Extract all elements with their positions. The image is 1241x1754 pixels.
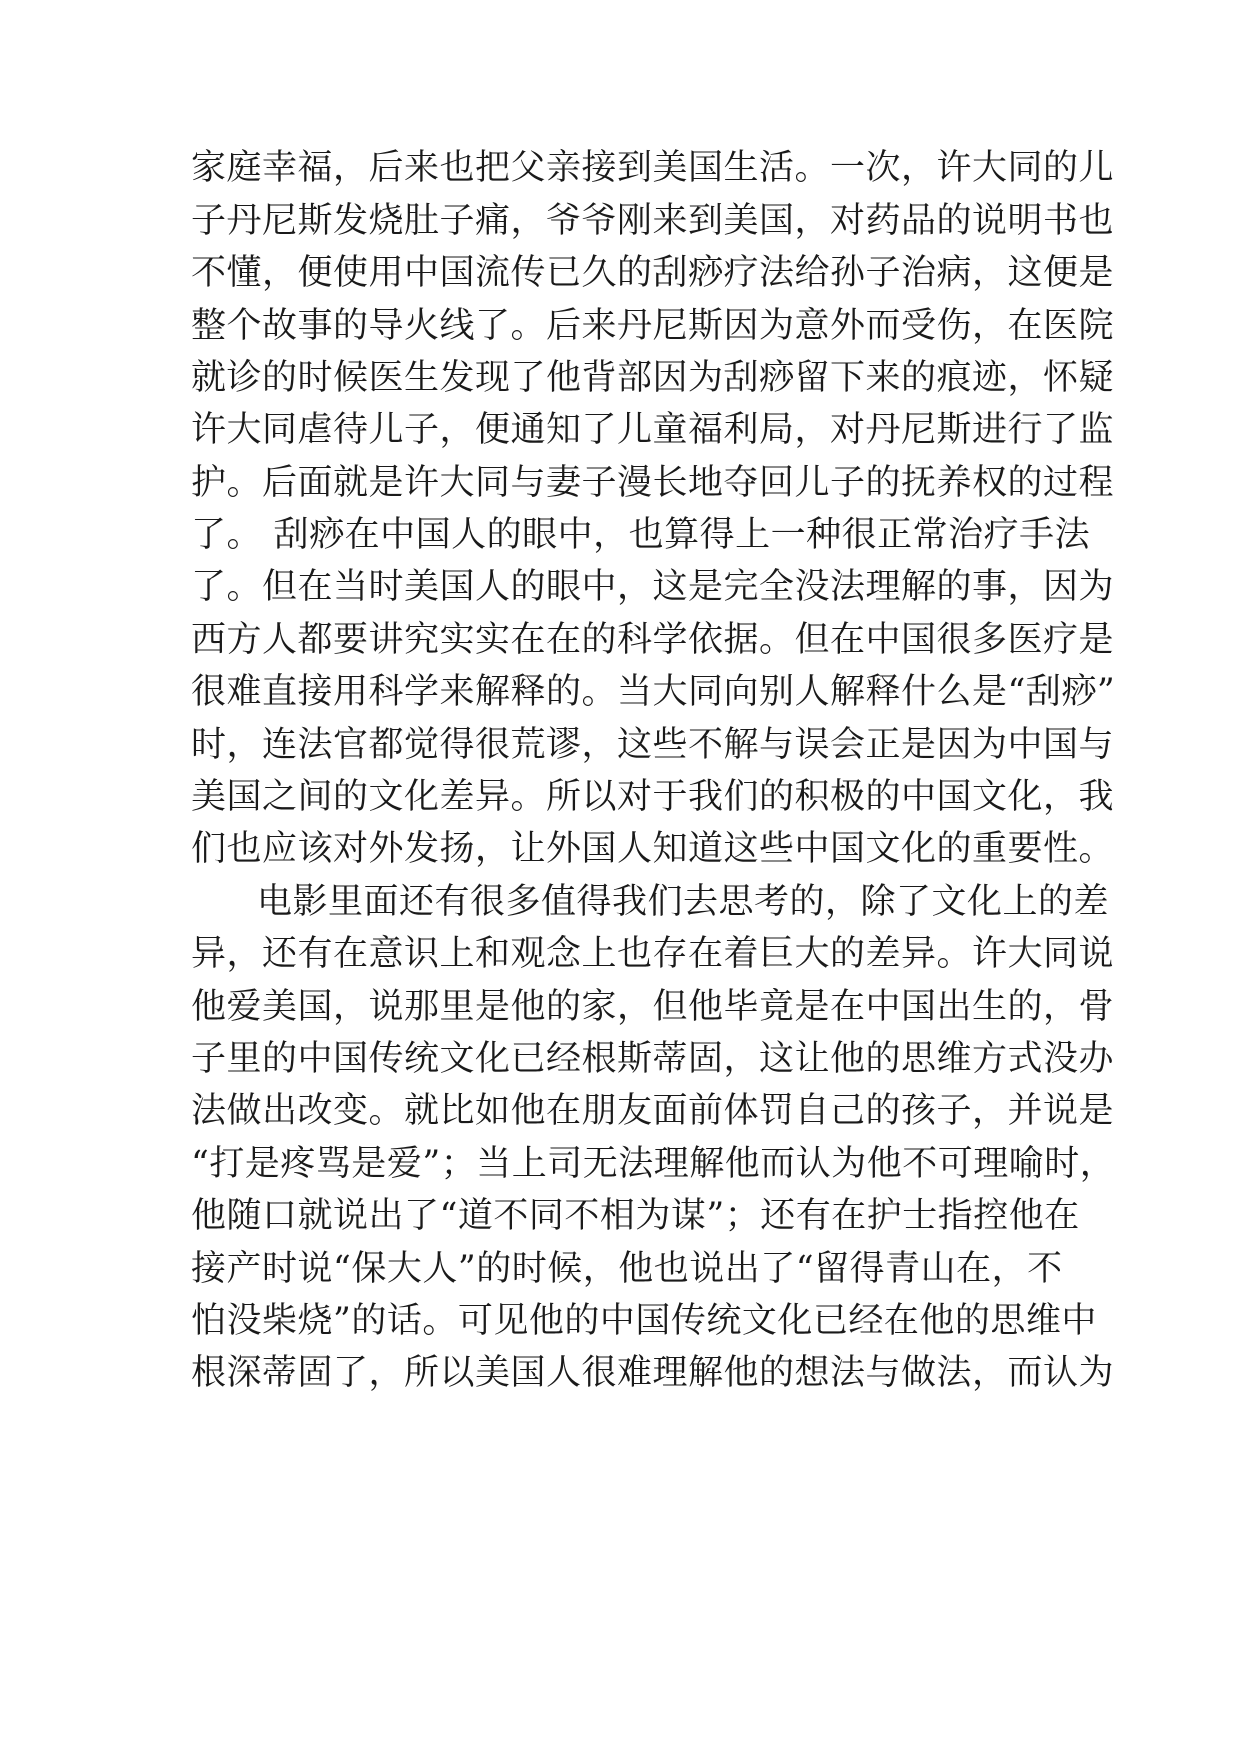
text-line: 们也应该对外发扬，让外国人知道这些中国文化的重要性。 — [191, 829, 1115, 869]
text-line: 子丹尼斯发烧肚子痛，爷爷刚来到美国，对药品的说明书也 — [191, 201, 1115, 241]
text-line: 家庭幸福，后来也把父亲接到美国生活。一次，许大同的儿 — [191, 148, 1115, 188]
text-line: 整个故事的导火线了。后来丹尼斯因为意外而受伤，在医院 — [191, 306, 1115, 346]
text-line: 根深蒂固了，所以美国人很难理解他的想法与做法，而认为 — [191, 1353, 1115, 1393]
text-line: 护。后面就是许大同与妻子漫长地夺回儿子的抚养权的过程 — [191, 463, 1115, 503]
text-line: “打是疼骂是爱”；当上司无法理解他而认为他不可理喻时， — [191, 1144, 1116, 1184]
text-line: 美国之间的文化差异。所以对于我们的积极的中国文化，我 — [191, 777, 1115, 817]
text-line: 他随口就说出了“道不同不相为谋”；还有在护士指控他在 — [191, 1196, 1080, 1236]
text-line: 他爱美国，说那里是他的家，但他毕竟是在中国出生的，骨 — [191, 987, 1115, 1027]
text-line: 很难直接用科学来解释的。当大同向别人解释什么是“刮痧” — [191, 672, 1116, 712]
text-line: 接产时说“保大人”的时候，他也说出了“留得青山在，不 — [191, 1249, 1063, 1289]
text-line: 了。但在当时美国人的眼中，这是完全没法理解的事，因为 — [191, 567, 1115, 607]
text-line: 子里的中国传统文化已经根斯蒂固，这让他的思维方式没办 — [191, 1039, 1115, 1079]
text-line: 西方人都要讲究实实在在的科学依据。但在中国很多医疗是 — [191, 620, 1115, 660]
text-line: 了。 刮痧在中国人的眼中，也算得上一种很正常治疗手法 — [191, 515, 1091, 555]
text-line: 怕没柴烧”的话。可见他的中国传统文化已经在他的思维中 — [191, 1301, 1097, 1341]
text-line: 电影里面还有很多值得我们去思考的，除了文化上的差 — [257, 882, 1110, 922]
text-line: 时，连法官都觉得很荒谬，这些不解与误会正是因为中国与 — [191, 725, 1115, 765]
text-line: 不懂，便使用中国流传已久的刮痧疗法给孙子治病，这便是 — [191, 253, 1115, 293]
text-line: 许大同虐待儿子，便通知了儿童福利局，对丹尼斯进行了监 — [191, 410, 1115, 450]
text-line: 就诊的时候医生发现了他背部因为刮痧留下来的痕迹，怀疑 — [191, 358, 1115, 398]
text-line: 法做出改变。就比如他在朋友面前体罚自己的孩子，并说是 — [191, 1091, 1115, 1131]
text-line: 异，还有在意识上和观念上也存在着巨大的差异。许大同说 — [191, 934, 1115, 974]
